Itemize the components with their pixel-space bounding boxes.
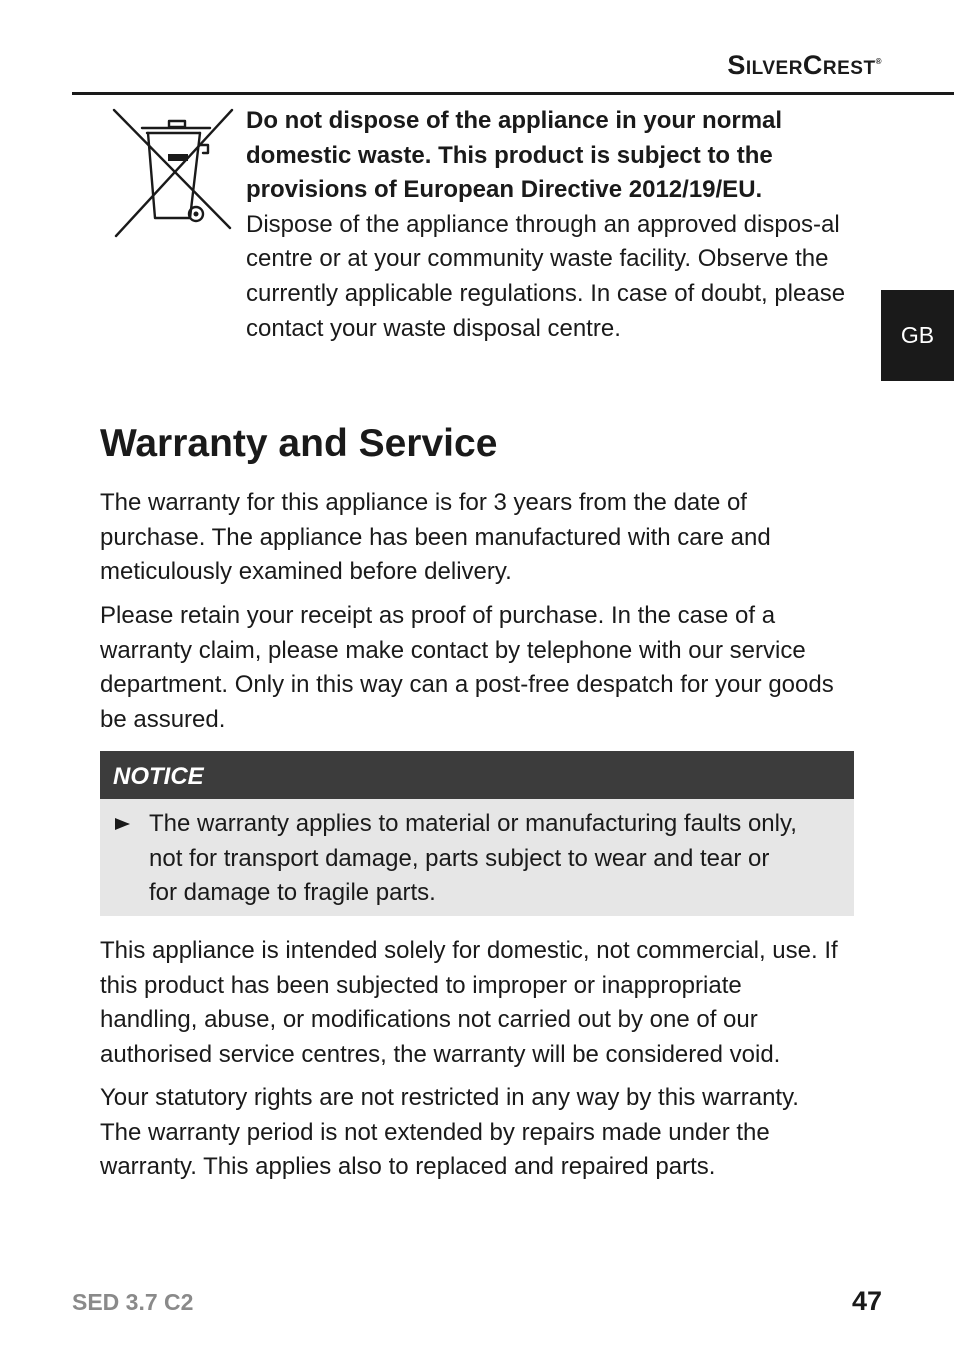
footer-model-number: SED 3.7 C2 bbox=[72, 1289, 194, 1315]
registered-mark: ® bbox=[875, 57, 882, 66]
notice-text: The warranty applies to material or manufacturing faults only, not for transport damage, parts subject to wear and tear or for damage to fragile parts. bbox=[149, 810, 797, 907]
warranty-paragraph: Please retain your receipt as proof of purchase. In the case of a warranty claim, please make contact by telephone with our service department. Only in this way can a post-free despatch for your goods be assured. bbox=[100, 602, 834, 733]
notice-header: NOTICE bbox=[100, 751, 854, 799]
footer-page-number: 47 bbox=[851, 1286, 882, 1316]
warranty-paragraph: The warranty for this appliance is for 3 years from the date of purchase. The appliance has been manufactured with care and meticulously examined before delivery. bbox=[100, 489, 771, 586]
section-title: Warranty and Service bbox=[100, 422, 498, 465]
notice-box bbox=[100, 751, 854, 916]
disposal-section bbox=[246, 104, 846, 346]
disposal-text: Dispose of the appliance through an approved dispos-al centre or at your community waste facility. Observe the currently applicable regulations. In case of doubt, please contact your waste disposal centre. bbox=[246, 210, 846, 342]
language-tab-label: GB bbox=[900, 322, 935, 348]
triangle-bullet-icon bbox=[115, 818, 130, 830]
notice-body bbox=[100, 799, 799, 911]
warranty-paragraph: This appliance is intended solely for domestic, not commercial, use. If this product has been subjected to improper or inappropriate handling, abuse, or modifications not carried out by one of our authorised service centres, the warranty will be considered void. bbox=[100, 937, 838, 1068]
header-divider bbox=[72, 92, 954, 95]
brand-name: SilverCrest bbox=[727, 50, 876, 80]
disposal-heading: Do not dispose of the appliance in your normal domestic waste. This product is subject to the provisions of European Directive 2012/19/EU. bbox=[246, 107, 783, 204]
language-tab bbox=[881, 290, 954, 381]
crossed-out-wheelie-bin-icon bbox=[112, 108, 238, 240]
brand-logo bbox=[727, 50, 882, 81]
warranty-paragraph: Your statutory rights are not restricted in any way by this warranty. The warranty period is not extended by repairs made under the warranty. This applies also to replaced and repaired parts. bbox=[100, 1084, 799, 1181]
